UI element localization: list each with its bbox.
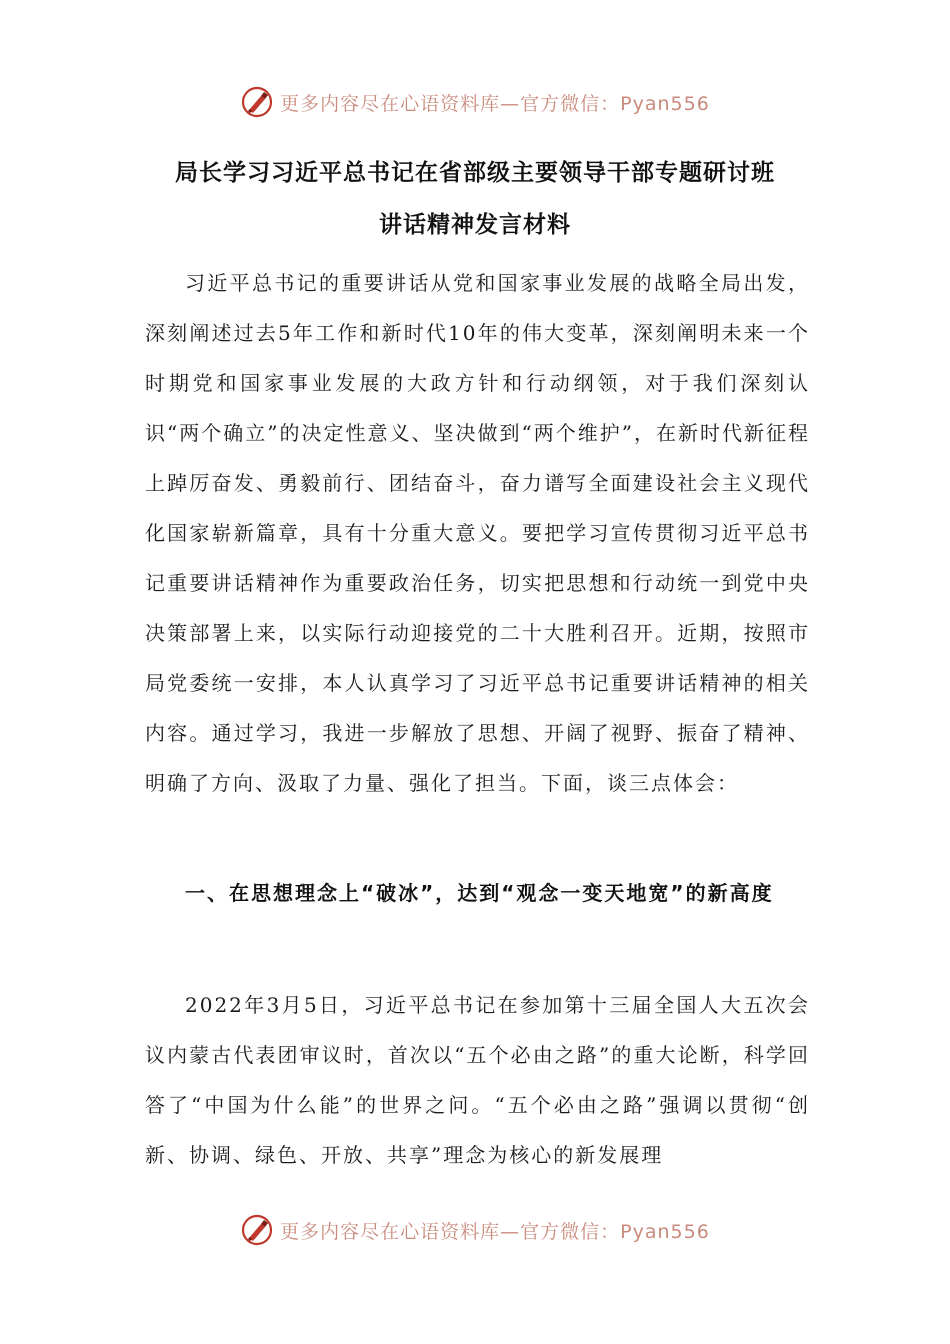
section-heading-1: 一、在思想理念上“破冰”，达到“观念一变天地宽”的新高度 [185, 881, 774, 905]
document-title-line-2: 讲话精神发言材料 [379, 212, 571, 238]
watermark-text: 更多内容尽在心语资料库—官方微信：Pyan556 [280, 92, 710, 115]
watermark-banner-bottom [0, 1208, 950, 1252]
body-paragraph-2: 2022年3月5日，习近平总书记在参加第十三届全国人大五次会议内蒙古代表团审议时，首次以“五个必由之路”的重大论断，科学回答了“中国为什么能”的世界之问。“五个必由之路”强调以贯彻“创新、协调、绿色、开放、共享”理念为核心的新发展理 [145, 993, 810, 1167]
watermark-text: 更多内容尽在心语资料库—官方微信：Pyan556 [280, 1220, 710, 1243]
watermark-banner-top [0, 80, 950, 124]
pen-nib-logo-icon [240, 85, 274, 119]
pen-nib-logo-icon [240, 1213, 274, 1247]
body-paragraph-1: 习近平总书记的重要讲话从党和国家事业发展的战略全局出发，深刻阐述过去5年工作和新时代10年的伟大变革，深刻阐明未来一个时期党和国家事业发展的大政方针和行动纲领，对于我们深刻认识“两个确立”的决定性意义、坚决做到“两个维护”，在新时代新征程上踔厉奋发、勇毅前行、团结奋斗，奋力谱写全面建设社会主义现代化国家崭新篇章，具有十分重大意义。要把学习宣传贯彻习近平总书记重要讲话精神作为重要政治任务，切实把思想和行动统一到党中央决策部署上来，以实际行动迎接党的二十大胜利召开。近期，按照市局党委统一安排，本人认真学习了习近平总书记重要讲话精神的相关内容。通过学习，我进一步解放了思想、开阔了视野、振奋了精神、明确了方向、汲取了力量、强化了担当。下面，谈三点体会： [145, 271, 810, 795]
document-title-line-1: 局长学习习近平总书记在省部级主要领导干部专题研讨班 [175, 160, 775, 186]
